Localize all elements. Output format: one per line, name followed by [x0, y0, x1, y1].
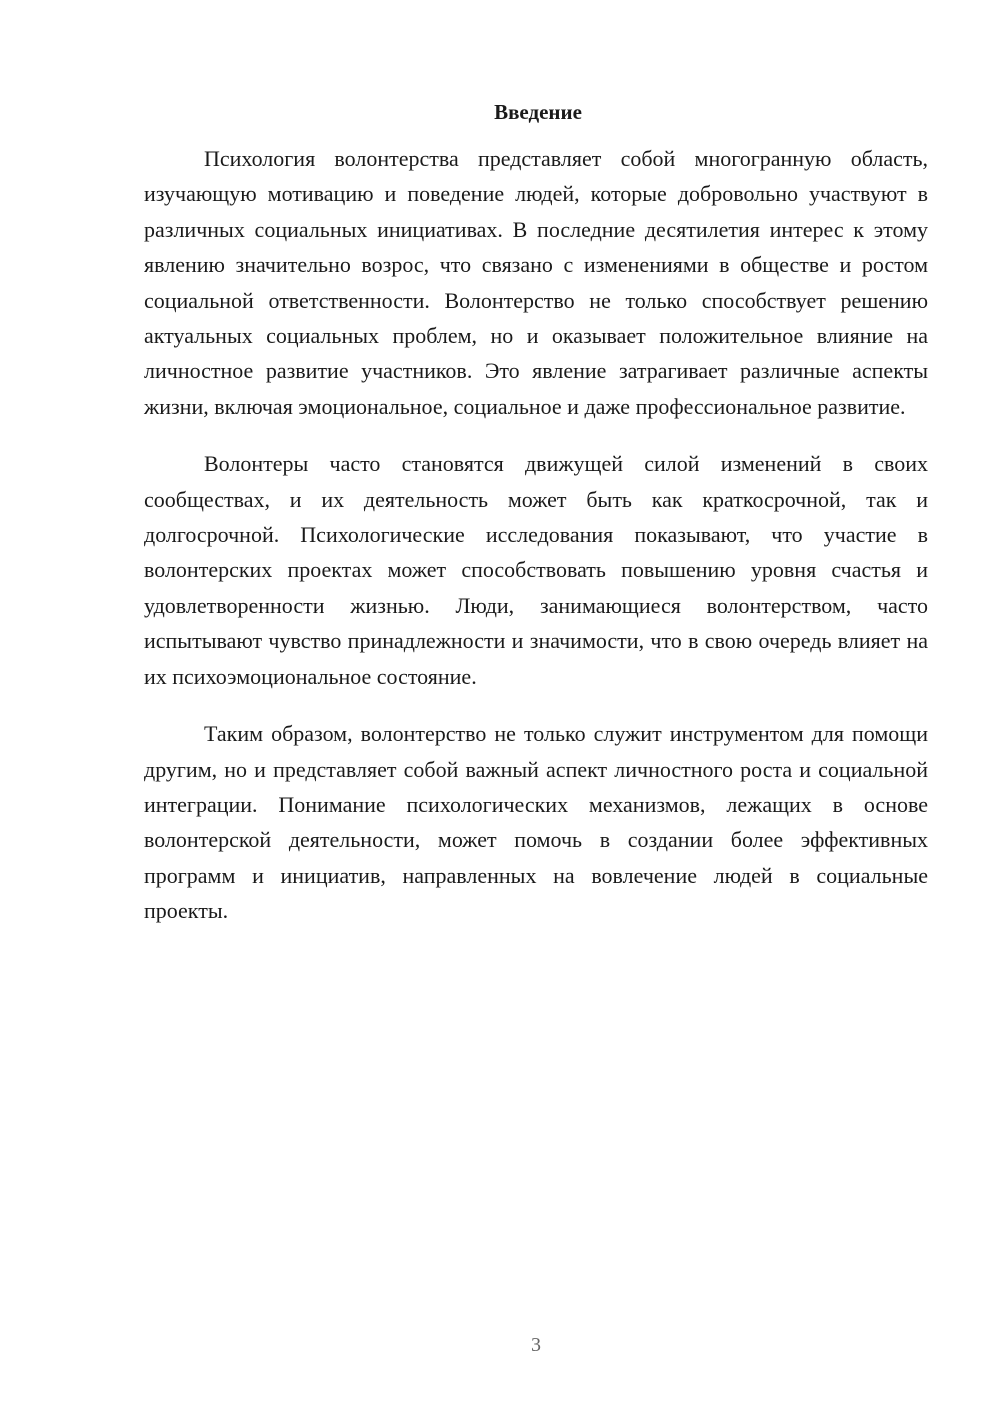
page-number: 3 [531, 1334, 541, 1356]
paragraph-2: Волонтеры часто становятся движущей силой изменений в своих сообществах, и их деятельность может быть как краткосрочной, так и долгосрочной. Психологические исследования показывают, что участие в волонтерских проектах может способствовать повышению уровня счастья и удовлетворенности жизнью. Люди, занимающиеся волонтерством, часто испытывают чувство принадлежности и значимости, что в свою очередь влияет на их психоэмоциональное состояние. [144, 451, 928, 689]
paragraph-3: Таким образом, волонтерство не только служит инструментом для помощи другим, но и представляет собой важный аспект личностного роста и социальной интеграции. Понимание психологических механизмов, лежащих в основе волонтерской деятельности, может помочь в создании более эффективных программ и инициатив, направленных на вовлечение людей в социальные проекты. [144, 721, 928, 924]
page-content [144, 96, 928, 951]
section-title: Введение [494, 100, 582, 124]
paragraph-1: Психология волонтерства представляет собой многогранную область, изучающую мотивацию и поведение людей, которые добровольно участвуют в различных социальных инициативах. В последние десятилетия интерес к этому явлению значительно возрос, что связано с изменениями в обществе и ростом социальной ответственности. Волонтерство не только способствует решению актуальных социальных проблем, но и оказывает положительное влияние на личностное развитие участников. Это явление затрагивает различные аспекты жизни, включая эмоциональное, социальное и даже профессиональное развитие. [144, 146, 928, 419]
